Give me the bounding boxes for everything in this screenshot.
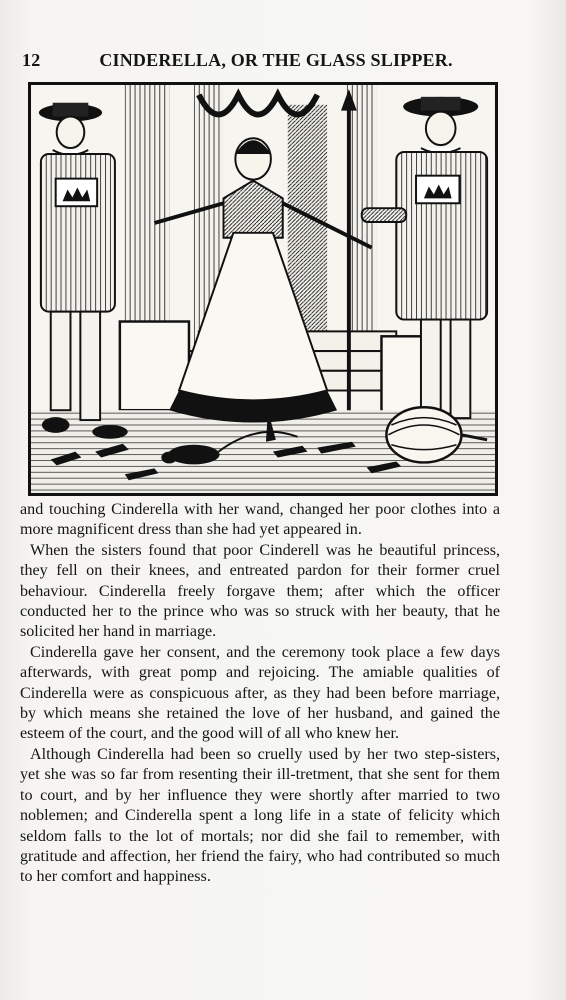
paragraph: and touching Cinderella with her wand, changed her poor clothes into a more magnificent dress than she had yet appeared in. <box>20 501 500 539</box>
woodcut-illustration-icon <box>31 85 495 493</box>
paragraph: Cinderella gave her consent, and the ceremony took place a few days afterwards, with great pomp and rejoicing. The amiable qualities of Cinderella were as conspicuous after, as they had been before marriage, by which means she retained the love of her husband, and gained the esteem of the court, and the good will of all who knew her. <box>20 643 500 743</box>
page-header <box>22 50 492 71</box>
page-body <box>20 500 500 888</box>
paragraph: When the sisters found that poor Cinderell was he beautiful princess, they fell on their knees, and entreated pardon for their former cruel behaviour. Cinderella freely forgave them; after which the officer conducted her to the prince who was so struck with her beauty, that he solicited her hand in marriage. <box>20 541 500 641</box>
paragraph: Although Cinderella had been so cruelly used by her two step-sisters, yet she was so far from resenting their ill-tretment, that she sent for them to court, and by her influence they were shortly after married to two noblemen; and Cinderella spent a long life in a state of felicity which seldom falls to the lot of mortals; nor did she fail to remember, with gratitude and affection, her friend the fairy, who had contributed so much to her comfort and happiness. <box>20 745 500 886</box>
page-number: 12 <box>22 50 41 70</box>
woodcut-illustration <box>28 82 498 496</box>
running-title: CINDERELLA, OR THE GLASS SLIPPER. <box>99 50 453 70</box>
